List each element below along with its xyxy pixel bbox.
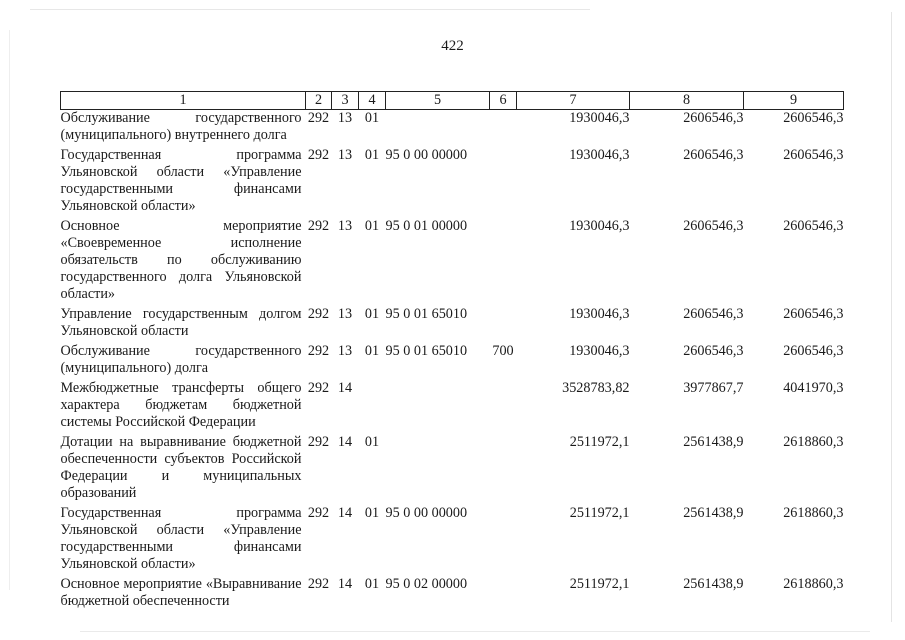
row-name: Основное мероприятие «Выравнивание бюджетной обеспеченности (60, 576, 302, 609)
row-vr (490, 505, 517, 576)
row-pr: 01 (364, 576, 380, 592)
row-year1: 3528783,82 (562, 380, 630, 396)
row-rz: 13 (337, 147, 353, 163)
table-row (61, 380, 844, 434)
row-year3: 2618860,3 (783, 576, 844, 592)
row-gr: 292 (307, 110, 330, 126)
page-number: 422 (441, 38, 464, 54)
col-header-pr: 4 (359, 92, 386, 110)
row-rz: 13 (337, 110, 353, 126)
row-name: Межбюджетные трансферты общего характера бюджетам бюджетной системы Российской Федерации (60, 380, 302, 430)
row-vr (490, 218, 517, 306)
row-gr: 292 (307, 306, 330, 322)
table-row (61, 110, 844, 148)
table-row (61, 576, 844, 613)
table-body (61, 110, 844, 614)
row-gr: 292 (307, 147, 330, 163)
table-row (61, 434, 844, 505)
row-csr: 95 0 01 65010 (385, 343, 468, 359)
row-year1: 1930046,3 (569, 110, 630, 126)
row-year3: 2606546,3 (783, 218, 844, 234)
row-year3: 2618860,3 (783, 434, 844, 450)
budget-table (60, 91, 844, 613)
row-year1: 2511972,1 (569, 434, 630, 450)
row-rz: 13 (337, 218, 353, 234)
row-gr: 292 (307, 218, 330, 234)
table-row (61, 218, 844, 306)
row-pr (359, 380, 386, 434)
row-name: Основное мероприятие «Своевременное исполнение обязательств по обслуживанию государственного долга Ульяновской области» (60, 218, 302, 302)
row-name: Государственная программа Ульяновской области «Управление государственными финансами Ульяновской области» (60, 505, 302, 572)
row-pr: 01 (364, 218, 380, 234)
scan-edge-bottom (80, 631, 870, 632)
row-vr (490, 110, 517, 148)
row-year3: 2606546,3 (783, 306, 844, 322)
row-year1: 2511972,1 (569, 576, 630, 592)
row-vr (490, 434, 517, 505)
col-header-csr: 5 (386, 92, 490, 110)
row-rz: 13 (337, 306, 353, 322)
col-header-vr: 6 (490, 92, 517, 110)
header-row (61, 92, 844, 110)
row-year3: 2606546,3 (783, 110, 844, 126)
row-year2: 2606546,3 (683, 110, 744, 126)
row-vr (490, 380, 517, 434)
row-name: Обслуживание государственного (муниципального) долга (60, 343, 302, 376)
table-row (61, 343, 844, 380)
row-year2: 2561438,9 (683, 505, 744, 521)
row-year1: 1930046,3 (569, 306, 630, 322)
scan-edge-left (9, 30, 10, 590)
col-header-gr: 2 (306, 92, 332, 110)
row-year1: 1930046,3 (569, 343, 630, 359)
row-year3: 2606546,3 (783, 147, 844, 163)
row-rz: 14 (337, 505, 353, 521)
col-header-year3: 9 (744, 92, 844, 110)
table-row (61, 505, 844, 576)
row-vr: 700 (492, 343, 514, 359)
row-pr: 01 (364, 306, 380, 322)
row-csr (386, 380, 490, 434)
row-year2: 2606546,3 (683, 218, 744, 234)
row-csr: 95 0 00 00000 (385, 147, 468, 163)
row-year2: 2561438,9 (683, 434, 744, 450)
row-gr: 292 (307, 505, 330, 521)
row-gr: 292 (307, 576, 330, 592)
row-year1: 2511972,1 (569, 505, 630, 521)
row-csr (386, 434, 490, 505)
col-header-year2: 8 (630, 92, 744, 110)
col-header-rz: 3 (332, 92, 359, 110)
row-csr: 95 0 01 00000 (385, 218, 468, 234)
row-year1: 1930046,3 (569, 147, 630, 163)
row-rz: 14 (337, 434, 353, 450)
row-csr (386, 110, 490, 148)
row-pr: 01 (364, 505, 380, 521)
row-year2: 2606546,3 (683, 306, 744, 322)
row-rz: 14 (337, 576, 353, 592)
row-year3: 2606546,3 (783, 343, 844, 359)
row-vr (490, 147, 517, 218)
row-vr (490, 576, 517, 613)
row-csr: 95 0 02 00000 (385, 576, 468, 592)
row-name: Обслуживание государственного (муниципального) внутреннего долга (60, 110, 302, 143)
row-year2: 2561438,9 (683, 576, 744, 592)
row-year3: 4041970,3 (783, 380, 844, 396)
row-year2: 2606546,3 (683, 147, 744, 163)
row-csr: 95 0 00 00000 (385, 505, 468, 521)
row-year2: 3977867,7 (683, 380, 744, 396)
row-rz: 13 (337, 343, 353, 359)
row-gr: 292 (307, 380, 330, 396)
row-csr: 95 0 01 65010 (385, 306, 468, 322)
row-year3: 2618860,3 (783, 505, 844, 521)
scan-edge-right (891, 12, 892, 622)
row-pr: 01 (364, 110, 380, 126)
table-row (61, 306, 844, 343)
row-year1: 1930046,3 (569, 218, 630, 234)
row-year2: 2606546,3 (683, 343, 744, 359)
row-name: Государственная программа Ульяновской области «Управление государственными финансами Ульяновской области» (60, 147, 302, 214)
scan-edge-top (30, 9, 590, 10)
table-row (61, 147, 844, 218)
row-name: Управление государственным долгом Ульяновской области (60, 306, 302, 339)
col-header-name: 1 (61, 92, 306, 110)
row-pr: 01 (364, 343, 380, 359)
row-gr: 292 (307, 434, 330, 450)
row-name: Дотации на выравнивание бюджетной обеспеченности субъектов Российской Федерации и муниципальных образований (60, 434, 302, 501)
row-pr: 01 (364, 434, 380, 450)
col-header-year1: 7 (517, 92, 630, 110)
row-gr: 292 (307, 343, 330, 359)
row-vr (490, 306, 517, 343)
row-pr: 01 (364, 147, 380, 163)
row-rz: 14 (337, 380, 353, 396)
